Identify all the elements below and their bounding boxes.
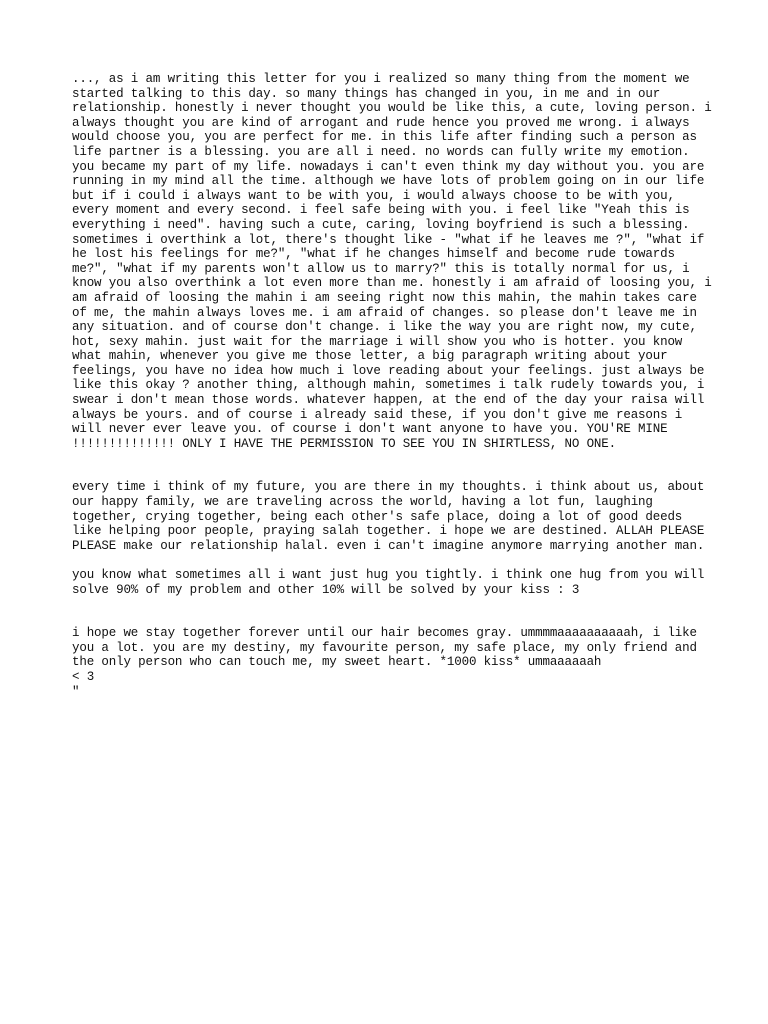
paragraph-2: every time i think of my future, you are there in my thoughts. i think about us, about our happy family, we are traveling across the world, having a lot fun, laughing together, crying together, being each other's safe place, doing a lot of good deeds like helping poor people, praying salah together. i hope we are destined. ALLAH PLEASE PLEASE make our relationship halal. even i can't imagine anymore marrying another man. (72, 480, 705, 553)
paragraph-4: i hope we stay together forever until our hair becomes gray. ummmmaaaaaaaaaah, i like you a lot. you are my destiny, my favourite person, my safe place, my only friend and the only person who can touch me, my sweet heart. *1000 kiss* ummaaaaaah < 3 " (72, 626, 697, 699)
paragraph-spacer (72, 597, 712, 626)
paragraph-3: you know what sometimes all i want just hug you tightly. i think one hug from you will solve 90% of my problem and other 10% will be solved by your kiss : 3 (72, 568, 705, 597)
letter-body (72, 72, 712, 699)
paragraph-spacer (72, 451, 712, 480)
paragraph-spacer (72, 553, 712, 568)
paragraph-1: ..., as i am writing this letter for you i realized so many thing from the moment we started talking to this day. so many things has changed in you, in me and in our relationship. honestly i never thought you would be like this, a cute, loving person. i always thought you are kind of arrogant and rude hence you proved me wrong. i always would choose you, you are perfect for me. in this life after finding such a person as life partner is a blessing. you are all i need. no words can fully write my emotion. you became my part of my life. nowadays i can't even think my day without you. you are running in my mind all the time. although we have lots of problem going on in our life but if i could i always want to be with you, i would always choose to be with you, every moment and every second. i feel safe being with you. i feel like "Yeah this is everything i need". having such a cute, caring, loving boyfriend is such a blessing. sometimes i overthink a lot, there's thought like - "what if he leaves me ?", "what if he lost his feelings for me?", "what if he changes himself and become rude towards me?", "what if my parents won't allow us to marry?" this is totally normal for us, i know you also overthink a lot even more than me. honestly i am afraid of loosing you, i am afraid of loosing the mahin i am seeing right now this mahin, the mahin takes care of me, the mahin always loves me. i am afraid of changes. so please don't leave me in any situation. and of course don't change. i like the way you are right now, my cute, hot, sexy mahin. just wait for the marriage i will show you who is hotter. you know what mahin, whenever you give me those letter, a big paragraph writing about your feelings, you have no idea how much i love reading about your feelings. just always be like this okay ? another thing, although mahin, sometimes i talk rudely towards you, i swear i don't mean those words. whatever happen, at the end of the day your raisa will always be yours. and of course i already said these, if you don't give me reasons i will never ever leave you. of course i don't want anyone to have you. YOU'RE MINE !!!!!!!!!!!!!! ONLY I HAVE THE PERMISSION TO SEE YOU IN SHIRTLESS, NO ONE. (72, 72, 712, 451)
